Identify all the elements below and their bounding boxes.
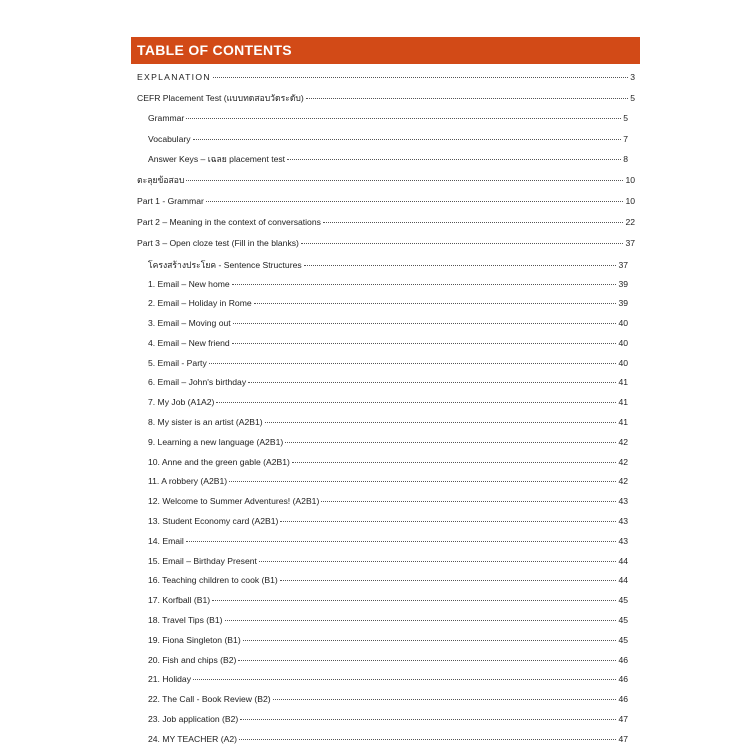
toc-entry-label: 13. Student Economy card (A2B1) <box>148 516 279 526</box>
toc-entry-label: 23. Job application (B2) <box>148 714 239 724</box>
dot-leader <box>321 501 616 502</box>
toc-entry-label: Part 1 - Grammar <box>137 196 204 206</box>
dot-leader <box>193 139 622 140</box>
dot-leader <box>216 402 616 403</box>
toc-entry[interactable] <box>148 713 628 725</box>
dot-leader <box>287 159 621 160</box>
toc-entry[interactable] <box>148 614 628 626</box>
toc-title: TABLE OF CONTENTS <box>137 42 292 58</box>
toc-entry-label: 14. Email <box>148 536 184 546</box>
toc-entry[interactable] <box>148 297 628 309</box>
dot-leader <box>306 98 629 99</box>
dot-leader <box>259 561 617 562</box>
toc-entry[interactable] <box>148 278 628 290</box>
toc-entry[interactable] <box>148 634 628 646</box>
toc-entry-label: 17. Korfball (B1) <box>148 595 211 605</box>
toc-entry-label: ตะลุยข้อสอบ <box>137 175 185 185</box>
dot-leader <box>254 303 617 304</box>
dot-leader <box>265 422 617 423</box>
toc-entry-page: 10 <box>625 175 635 185</box>
toc-entry[interactable] <box>148 337 628 349</box>
dot-leader <box>239 739 616 740</box>
toc-entry-page: 39 <box>618 279 628 289</box>
dot-leader <box>273 699 617 700</box>
toc-entry[interactable] <box>137 216 635 228</box>
dot-leader <box>243 640 617 641</box>
toc-entry-page: 41 <box>618 397 628 407</box>
toc-entry-label: 20. Fish and chips (B2) <box>148 655 237 665</box>
toc-entry-label: 12. Welcome to Summer Adventures! (A2B1) <box>148 496 320 506</box>
toc-entry-label: Part 2 – Meaning in the context of conversations <box>137 217 321 227</box>
toc-entry-label: 8. My sister is an artist (A2B1) <box>148 417 263 427</box>
toc-entry[interactable] <box>148 515 628 527</box>
toc-entry-label: 9. Learning a new language (A2B1) <box>148 437 284 447</box>
toc-entry-label: 1. Email – New home <box>148 279 230 289</box>
toc-entry[interactable] <box>148 456 628 468</box>
dot-leader <box>229 481 616 482</box>
toc-entry-label: 4. Email – New friend <box>148 338 230 348</box>
toc-entry-label: Part 3 – Open cloze test (Fill in the blanks) <box>137 238 299 248</box>
toc-entry-page: 44 <box>618 556 628 566</box>
dot-leader <box>238 660 616 661</box>
dot-leader <box>292 462 617 463</box>
toc-entry[interactable] <box>148 475 628 487</box>
toc-entry-label: 10. Anne and the green gable (A2B1) <box>148 457 290 467</box>
toc-entry-label: 18. Travel Tips (B1) <box>148 615 223 625</box>
toc-entry-label: 15. Email – Birthday Present <box>148 556 257 566</box>
toc-entry-page: 8 <box>623 154 628 164</box>
toc-entry[interactable] <box>137 195 635 207</box>
toc-entry-page: 43 <box>618 496 628 506</box>
toc-entry-page: 39 <box>618 298 628 308</box>
toc-entry-label: 6. Email – John's birthday <box>148 377 247 387</box>
toc-entry[interactable] <box>148 535 628 547</box>
toc-entry-page: 41 <box>618 377 628 387</box>
dot-leader <box>186 118 621 119</box>
toc-entry-page: 43 <box>618 536 628 546</box>
dot-leader <box>248 382 616 383</box>
toc-entry[interactable] <box>148 259 628 271</box>
toc-header <box>131 37 640 64</box>
dot-leader <box>323 222 624 223</box>
toc-entry-page: 45 <box>618 615 628 625</box>
toc-entry-page: 40 <box>618 338 628 348</box>
toc-entry-page: 45 <box>618 635 628 645</box>
toc-entry[interactable] <box>148 376 628 388</box>
toc-entry[interactable] <box>137 174 635 186</box>
toc-entry-page: 43 <box>618 516 628 526</box>
toc-entry-label: CEFR Placement Test (แบบทดสอบวัดระดับ) <box>137 93 304 103</box>
toc-entry[interactable] <box>148 317 628 329</box>
toc-entry-page: 5 <box>623 113 628 123</box>
toc-entry[interactable] <box>148 396 628 408</box>
toc-entry[interactable] <box>148 357 628 369</box>
dot-leader <box>232 284 617 285</box>
toc-entry[interactable] <box>137 237 635 249</box>
dot-leader <box>186 541 617 542</box>
toc-entry[interactable] <box>148 112 628 124</box>
toc-entry-page: 7 <box>623 134 628 144</box>
toc-entry[interactable] <box>148 416 628 428</box>
toc-entry-page: 40 <box>618 318 628 328</box>
dot-leader <box>280 580 617 581</box>
toc-entry-label: 16. Teaching children to cook (B1) <box>148 575 278 585</box>
toc-entry[interactable] <box>148 673 628 685</box>
dot-leader <box>186 180 623 181</box>
toc-entry-page: 3 <box>630 72 635 82</box>
toc-entry-page: 37 <box>625 238 635 248</box>
toc-entry-label: 11. A robbery (A2B1) <box>148 476 228 486</box>
toc-entry-page: 45 <box>618 595 628 605</box>
toc-entry[interactable] <box>148 693 628 705</box>
toc-entry[interactable] <box>137 92 635 104</box>
toc-entry-page: 44 <box>618 575 628 585</box>
toc-entry-label: Answer Keys – เฉลย placement test <box>148 154 286 164</box>
toc-entry[interactable] <box>148 574 628 586</box>
toc-entry-page: 46 <box>618 655 628 665</box>
toc-entry-page: 40 <box>618 358 628 368</box>
toc-entry[interactable] <box>148 555 628 567</box>
dot-leader <box>301 243 624 244</box>
dot-leader <box>304 265 617 266</box>
toc-entry[interactable] <box>148 733 628 745</box>
toc-entry[interactable] <box>148 153 628 165</box>
dot-leader <box>225 620 617 621</box>
toc-entry-label: 19. Fiona Singleton (B1) <box>148 635 241 645</box>
dot-leader <box>213 77 628 78</box>
toc-entry-label: 5. Email - Party <box>148 358 207 368</box>
toc-entry-label: EXPLANATION <box>137 72 211 82</box>
toc-entry-page: 22 <box>625 217 635 227</box>
dot-leader <box>209 363 617 364</box>
toc-entry-label: 21. Holiday <box>148 674 191 684</box>
toc-entry-label: 7. My Job (A1A2) <box>148 397 215 407</box>
toc-entry-label: Vocabulary <box>148 134 191 144</box>
toc-entry-page: 42 <box>618 476 628 486</box>
toc-entry[interactable] <box>148 654 628 666</box>
dot-leader <box>232 343 617 344</box>
toc-entry[interactable] <box>148 594 628 606</box>
toc-entry-label: 3. Email – Moving out <box>148 318 231 328</box>
toc-entry-page: 5 <box>630 93 635 103</box>
dot-leader <box>240 719 616 720</box>
toc-entry[interactable] <box>148 133 628 145</box>
toc-entry[interactable] <box>137 71 635 83</box>
toc-entry-page: 46 <box>618 694 628 704</box>
toc-entry-page: 42 <box>618 457 628 467</box>
toc-entry-label: 22. The Call - Book Review (B2) <box>148 694 271 704</box>
dot-leader <box>280 521 616 522</box>
toc-entry-page: 46 <box>618 674 628 684</box>
toc-entry-page: 37 <box>618 260 628 270</box>
dot-leader <box>233 323 617 324</box>
toc-entry-page: 42 <box>618 437 628 447</box>
toc-entry[interactable] <box>148 436 628 448</box>
toc-entry[interactable] <box>148 495 628 507</box>
toc-entry-label: โครงสร้างประโยค - Sentence Structures <box>148 260 302 270</box>
dot-leader <box>212 600 616 601</box>
toc-entry-label: Grammar <box>148 113 185 123</box>
dot-leader <box>193 679 616 680</box>
toc-entry-page: 47 <box>618 734 628 744</box>
toc-entry-label: 24. MY TEACHER (A2) <box>148 734 237 744</box>
dot-leader <box>206 201 624 202</box>
toc-entry-page: 47 <box>618 714 628 724</box>
toc-entry-page: 10 <box>625 196 635 206</box>
toc-entry-page: 41 <box>618 417 628 427</box>
dot-leader <box>285 442 616 443</box>
toc-entry-label: 2. Email – Holiday in Rome <box>148 298 252 308</box>
